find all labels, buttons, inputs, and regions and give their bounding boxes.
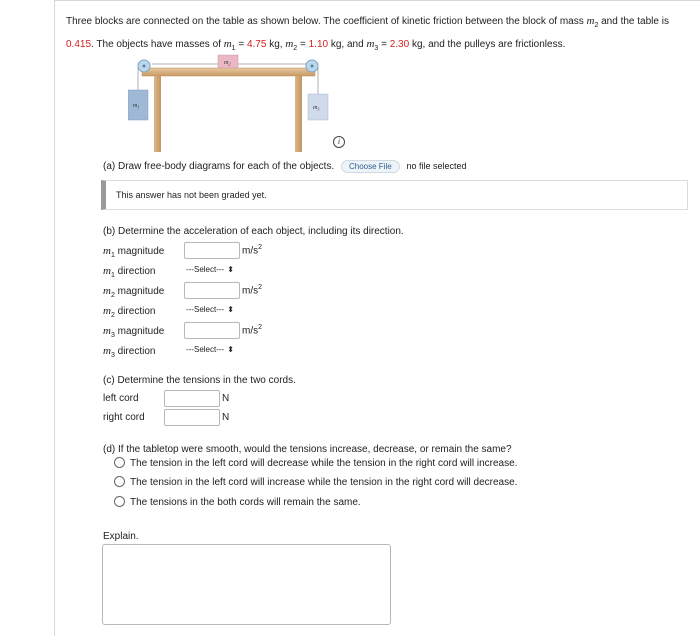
svg-text:m2: $m_2$ [224,60,231,67]
left-cord-unit: N [222,393,230,404]
m3-magnitude-input[interactable] [184,322,240,339]
m1-magnitude-unit: $m/s^2$ [242,244,263,257]
select-arrow-icon: ⬍ [227,345,234,354]
block-pulley-diagram [128,52,348,152]
option-2[interactable]: The tension in the left cord will increase while the tension in the right cord will decrease. [114,476,517,488]
m3-direction-select[interactable]: ---Select--- ⬍ [186,345,234,354]
m2-magnitude-label: $m_2$ magnitude [103,285,165,299]
problem-statement: Three blocks are connected on the table as shown below. The coefficient of kinetic friction between the block of mass $m_2$ and the table is 0.415. The objects have masses of $m_1 = 4.75$ kg, $m_2 = 1.10$ kg, and $m_3 = 2.30$ kg, and the pulleys are frictionless. [66,15,669,52]
option-1[interactable]: The tension in the left cord will decrease while the tension in the right cord will increase. [114,457,517,469]
info-icon[interactable]: i [333,136,345,148]
explain-label: Explain. [103,531,139,542]
right-cord-label: right cord [103,412,145,423]
right-cord-input[interactable] [164,409,220,426]
part-c-question: (c) Determine the tensions in the two cords. [103,375,296,386]
right-cord-unit: N [222,412,230,423]
option-3[interactable]: The tensions in the both cords will remain the same. [114,496,361,508]
part-b-question: (b) Determine the acceleration of each object, including its direction. [103,226,404,237]
graded-status-box: This answer has not been graded yet. [101,180,688,210]
radio-button[interactable] [114,457,125,468]
select-arrow-icon: ⬍ [227,265,234,274]
m1-magnitude-label: $m_1$ magnitude [103,245,165,259]
m2-value: 1.10 [308,39,329,50]
choose-file-button[interactable]: Choose File [341,160,400,173]
friction-coefficient: 0.415 [66,39,92,50]
m3-value: 2.30 [389,39,410,50]
svg-text:m1: $m_1$ [133,103,140,110]
left-cord-label: left cord [103,393,139,404]
m2-direction-label: $m_2$ direction [103,305,156,319]
m1-magnitude-input[interactable] [184,242,240,259]
file-status: no file selected [406,161,467,171]
m2-magnitude-input[interactable] [184,282,240,299]
content-border-left [54,0,55,636]
svg-text:m3: $m_3$ [313,105,320,112]
m2-magnitude-unit: $m/s^2$ [242,284,263,297]
m3-magnitude-unit: $m/s^2$ [242,324,263,337]
m3-direction-label: $m_3$ direction [103,345,156,359]
content-border-top [54,0,700,1]
m1-value: 4.75 [246,39,267,50]
part-a-question: (a) Draw free-body diagrams for each of the objects. Choose File no file selected [103,161,467,172]
m1-direction-select[interactable]: ---Select--- ⬍ [186,265,234,274]
table-top [142,68,315,76]
m2-direction-select[interactable]: ---Select--- ⬍ [186,305,234,314]
radio-button[interactable] [114,496,125,507]
table-leg-right [295,76,302,152]
part-d-question: (d) If the tabletop were smooth, would the tensions increase, decrease, or remain the same? [103,444,512,455]
table-leg-left [154,76,161,152]
explain-textarea[interactable] [102,544,391,625]
m1-direction-label: $m_1$ direction [103,265,156,279]
select-arrow-icon: ⬍ [227,305,234,314]
left-cord-input[interactable] [164,390,220,407]
m3-magnitude-label: $m_3$ magnitude [103,325,165,339]
radio-button[interactable] [114,476,125,487]
